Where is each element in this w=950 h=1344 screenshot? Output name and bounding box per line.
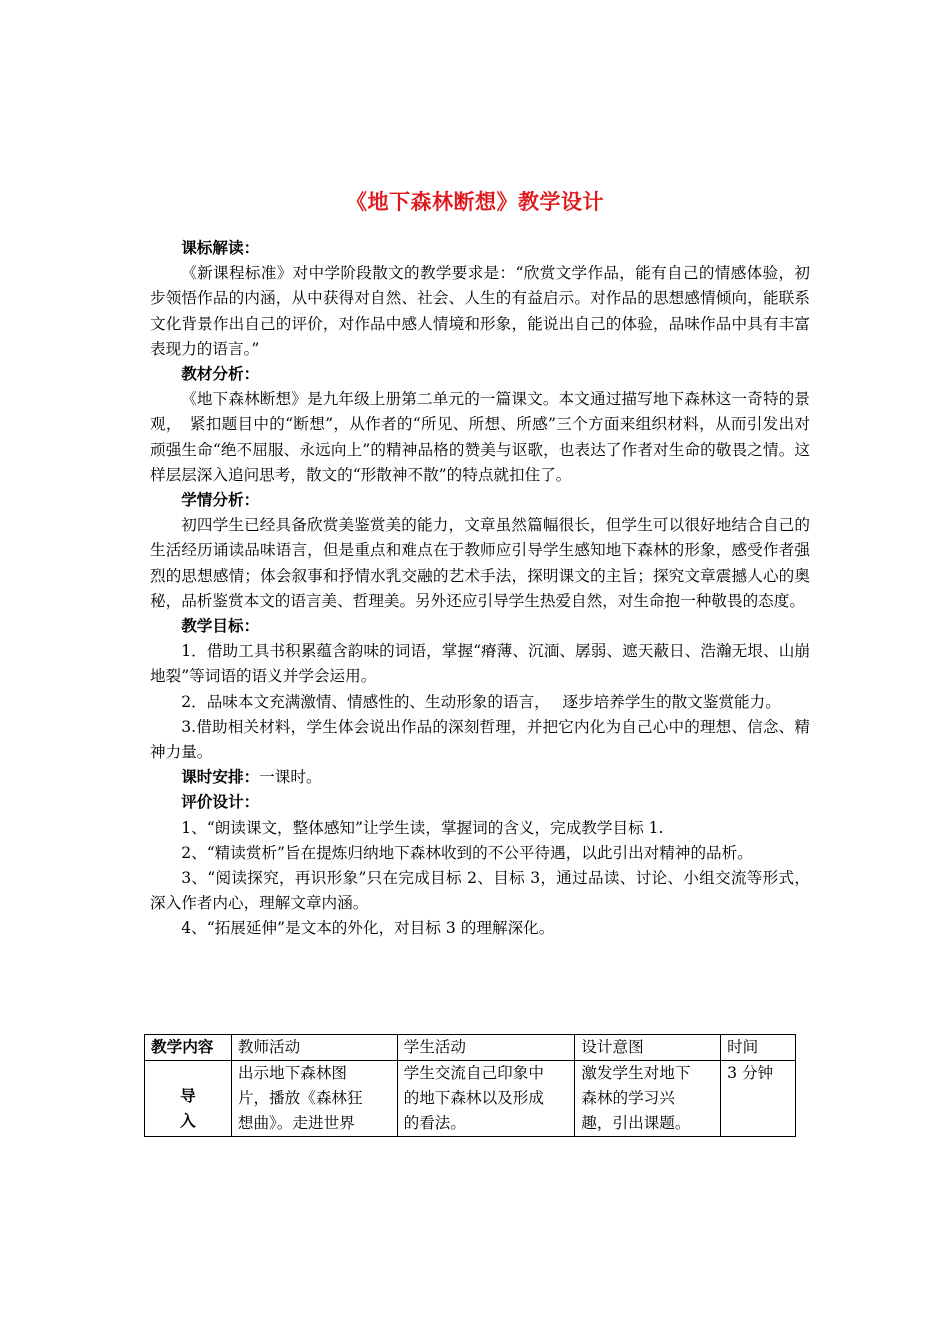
page-title: 《地下森林断想》教学设计 — [346, 190, 604, 214]
teacher-activity-cell — [231, 1061, 397, 1137]
table-header-row — [145, 1035, 796, 1061]
header-cell: 教学内容 — [145, 1035, 232, 1061]
goals-heading: 教学目标： — [181, 617, 260, 636]
cell-line: 激发学生对地下 — [581, 1064, 691, 1082]
goal-item: 3.借助相关材料，学生体会说出作品的深刻哲理，并把它内化为自己心中的理想、信念、精神力量。 — [150, 717, 810, 762]
cell-line: 的地下森林以及形成 — [403, 1089, 544, 1107]
document-body — [150, 236, 810, 942]
eval-heading: 评价设计： — [181, 793, 260, 812]
stage-char: 入 — [180, 1111, 196, 1130]
header-cell: 学生活动 — [397, 1035, 575, 1061]
stage-char: 导 — [180, 1086, 196, 1105]
time-cell: 3 分钟 — [721, 1061, 796, 1137]
header-cell: 设计意图 — [575, 1035, 721, 1061]
cell-line: 的看法。 — [403, 1114, 466, 1132]
student-paragraph: 初四学生已经具备欣赏美鉴赏美的能力，文章虽然篇幅很长，但学生可以很好地结合自己的生活经历诵读品味语言，但是重点和难点在于教师应引导学生感知地下森林的形象，感受作者强烈的思想感情；体会叙事和抒情水乳交融的艺术手法，探明课文的主旨；探究文章震撼人心的奥秘，品析鉴赏本文的语言美、哲理美。另外还应引导学生热爱自然，对生命抱一种敬畏的态度。 — [150, 516, 810, 610]
lesson-table — [144, 1034, 796, 1137]
header-cell: 时间 — [721, 1035, 796, 1061]
eval-item: 2、“精读赏析”旨在提炼归纳地下森林收到的不公平待遇，以此引出对精神的品析。 — [181, 843, 753, 862]
goal-item: 1．借助工具书积累蕴含韵味的词语，掌握“瘠薄、沉湎、孱弱、遮天蔽日、浩瀚无垠、山崩地裂”等词语的语义并学会运用。 — [150, 642, 810, 686]
standard-paragraph: 《新课程标准》对中学阶段散文的教学要求是：“欣赏文学作品，能有自己的情感体验，初步领悟作品的内涵，从中获得对自然、社会、人生的有益启示。对作品的思想感情倾向，能联系文化背景作出自己的评价，对作品中感人情境和形象，能说出自己的体验，品味作品中具有丰富表现力的语言。” — [150, 264, 810, 358]
table-row — [145, 1061, 796, 1137]
time-arrangement — [150, 765, 810, 790]
header-cell: 教师活动 — [231, 1035, 397, 1061]
standard-heading: 课标解读： — [181, 239, 260, 257]
time-heading: 课时安排： — [181, 768, 260, 787]
eval-item: 3、“阅读探究，再识形象”只在完成目标 2、目标 3，通过品读、讨论、小组交流等形式，深入作者内心，理解文章内涵。 — [150, 869, 810, 913]
eval-item: 1、“朗读课文，整体感知”让学生读，掌握词的含义，完成教学目标 1. — [181, 818, 664, 837]
material-paragraph: 《地下森林断想》是九年级上册第二单元的一篇课文。本文通过描写地下森林这一奇特的景观， 紧扣题目中的“断想”，从作者的“所见、所想、所感”三个方面来组织材料，从而引发出对顽强生命“绝不屈服、永远向上”的精神品格的赞美与讴歌，也表达了作者对生命的敬畏之情。这样层层深入追问思考，散文的“形散神不散”的特点就扣住了。 — [150, 390, 810, 484]
goal-item: 2．品味本文充满激情、情感性的、生动形象的语言， 逐步培养学生的散文鉴赏能力。 — [181, 692, 781, 711]
eval-item: 4、“拓展延伸”是文本的外化，对目标 3 的理解深化。 — [181, 919, 555, 938]
stage-cell — [145, 1061, 232, 1137]
cell-line: 趣，引出课题。 — [581, 1114, 691, 1132]
cell-line: 出示地下森林图 — [237, 1064, 348, 1082]
cell-line: 想曲》。走进世界 — [237, 1114, 355, 1132]
cell-line: 森林的学习兴 — [581, 1089, 675, 1107]
material-heading: 教材分析： — [181, 365, 260, 384]
cell-line: 学生交流自己印象中 — [403, 1064, 544, 1082]
student-activity-cell — [397, 1061, 575, 1137]
intent-cell — [575, 1061, 721, 1137]
student-heading: 学情分析： — [181, 491, 260, 510]
cell-line: 片，播放《森林狂 — [237, 1089, 363, 1107]
time-text: 一课时。 — [259, 768, 322, 787]
